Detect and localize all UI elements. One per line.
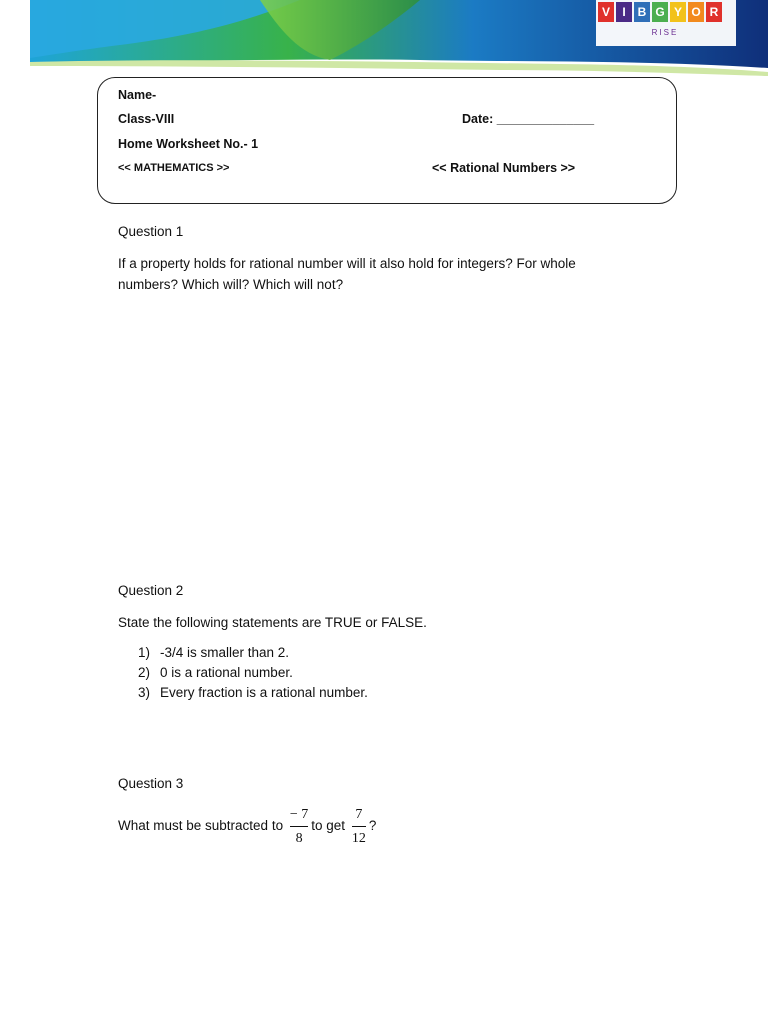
question-1-title: Question 1 xyxy=(118,224,184,239)
worksheet-number: Home Worksheet No.- 1 xyxy=(118,137,259,151)
subject-label: << MATHEMATICS >> xyxy=(118,162,230,174)
logo-letter: I xyxy=(616,2,632,22)
list-item: 1) -3/4 is smaller than 2. xyxy=(138,645,290,660)
question-2-list xyxy=(138,643,368,703)
list-item: 3) Every fraction is a rational number. xyxy=(138,685,368,700)
name-label: Name- xyxy=(118,88,157,102)
question-3-title: Question 3 xyxy=(118,776,184,791)
fraction-minus-7-over-8: $\frac{- 7}{8}$ xyxy=(289,807,309,846)
question-2-text: State the following statements are TRUE or FALSE. xyxy=(118,615,427,630)
question-2-title: Question 2 xyxy=(118,583,184,598)
question-3-text: What must be subtracted to $\frac{- 7}{8}$ to get $\frac{7}{12}$ ? xyxy=(118,804,638,849)
vibgyor-logo xyxy=(598,2,732,44)
date-label: Date: ______________ xyxy=(462,112,595,126)
class-label: Class-VIII xyxy=(118,112,175,126)
topic-label: << Rational Numbers >> xyxy=(432,161,576,175)
fraction-7-over-12: $\frac{7}{12}$ xyxy=(351,807,366,846)
logo-letter: R xyxy=(706,2,722,22)
logo-letter: B xyxy=(634,2,650,22)
question-1-text: If a property holds for rational number will it also hold for integers? For whole numbers? Which will? Which will not? xyxy=(118,256,576,292)
logo-letter: Y xyxy=(670,2,686,22)
list-item: 2) 0 is a rational number. xyxy=(138,665,293,680)
logo-letter: O xyxy=(688,2,704,22)
logo-subtitle: RISE xyxy=(651,28,679,37)
logo-letter: G xyxy=(652,2,668,22)
logo-letter: V xyxy=(598,2,614,22)
